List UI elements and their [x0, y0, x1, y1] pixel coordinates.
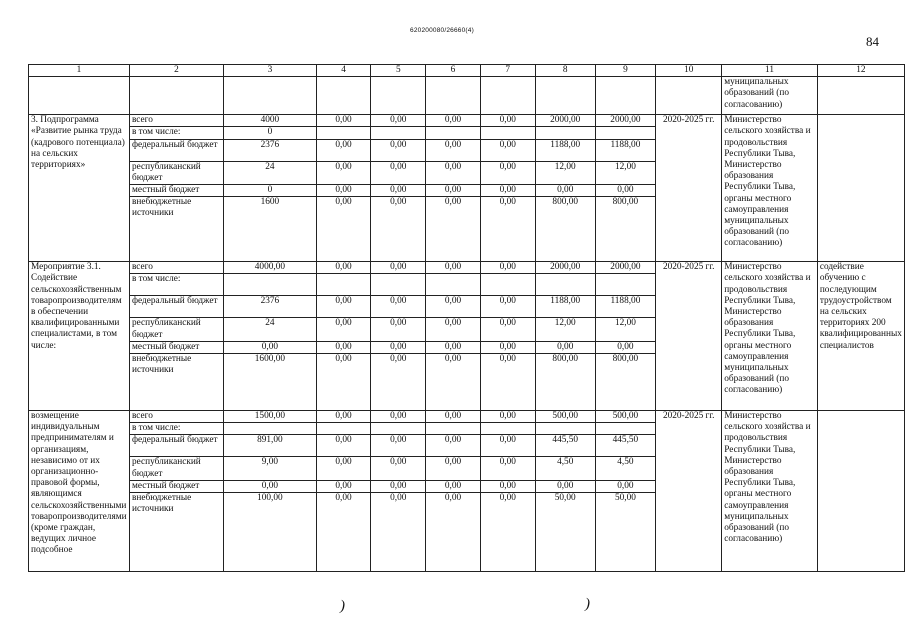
- handwritten-mark: ): [340, 598, 345, 614]
- table-row: [29, 411, 905, 423]
- value-cell: 2376: [223, 139, 316, 161]
- value-cell: 891,00: [223, 435, 316, 457]
- value-cell: 0,00: [316, 341, 370, 353]
- value-cell: [535, 274, 595, 296]
- result-cell: [817, 411, 904, 572]
- value-cell: [426, 127, 480, 139]
- value-cell: 2000,00: [535, 115, 595, 127]
- value-cell: 0: [223, 127, 316, 139]
- value-cell: 0,00: [316, 493, 370, 572]
- value-cell: 4,50: [595, 457, 656, 480]
- source-label-cell: республиканский бюджет: [129, 161, 223, 184]
- value-cell: 0,00: [371, 296, 426, 318]
- value-cell: 0,00: [480, 411, 535, 423]
- value-cell: 0,00: [426, 115, 480, 127]
- result-cell: [817, 115, 904, 262]
- value-cell: [426, 423, 480, 435]
- value-cell: 445,50: [595, 435, 656, 457]
- value-cell: 0,00: [426, 411, 480, 423]
- value-cell: [223, 423, 316, 435]
- source-label-cell: внебюджетные источники: [129, 493, 223, 572]
- value-cell: 1600: [223, 197, 316, 262]
- value-cell: 0,00: [316, 318, 370, 341]
- value-cell: 0,00: [426, 318, 480, 341]
- source-label-cell: республиканский бюджет: [129, 457, 223, 480]
- empty-cell: [223, 77, 316, 115]
- value-cell: 24: [223, 318, 316, 341]
- value-cell: 0,00: [371, 161, 426, 184]
- value-cell: 12,00: [535, 318, 595, 341]
- table-row: [29, 262, 905, 274]
- value-cell: 12,00: [535, 161, 595, 184]
- value-cell: 0,00: [426, 197, 480, 262]
- value-cell: [480, 423, 535, 435]
- value-cell: 0,00: [480, 115, 535, 127]
- value-cell: [316, 423, 370, 435]
- value-cell: [595, 274, 656, 296]
- value-cell: 50,00: [535, 493, 595, 572]
- empty-cell: [316, 77, 370, 115]
- value-cell: 4000: [223, 115, 316, 127]
- value-cell: 0,00: [426, 262, 480, 274]
- value-cell: 1188,00: [535, 139, 595, 161]
- empty-cell: [371, 77, 426, 115]
- value-cell: 4000,00: [223, 262, 316, 274]
- value-cell: [480, 127, 535, 139]
- value-cell: [595, 423, 656, 435]
- source-label-cell: всего: [129, 115, 223, 127]
- value-cell: 0,00: [426, 139, 480, 161]
- source-label-cell: местный бюджет: [129, 341, 223, 353]
- value-cell: 0,00: [316, 185, 370, 197]
- value-cell: 0,00: [316, 411, 370, 423]
- value-cell: 0,00: [371, 139, 426, 161]
- program-name-cell: 3. Подпрограмма «Развитие рынка труда (кадрового потенциала) на сельских территориях»: [29, 115, 130, 262]
- column-header: 1: [29, 65, 130, 77]
- source-label-cell: республиканский бюджет: [129, 318, 223, 341]
- value-cell: 0,00: [371, 262, 426, 274]
- column-header: 4: [316, 65, 370, 77]
- source-label-cell: всего: [129, 262, 223, 274]
- value-cell: 0,00: [371, 354, 426, 411]
- value-cell: 1188,00: [595, 296, 656, 318]
- column-header: 7: [480, 65, 535, 77]
- value-cell: [535, 423, 595, 435]
- value-cell: 9,00: [223, 457, 316, 480]
- column-header: 3: [223, 65, 316, 77]
- program-name-cell: возмещение индивидуальным предпринимателям и организациям, независимо от их организационно-правовой формы, являющимся сельскохозяйственными товаропроизводителями (кроме граждан, ведущих личное подсобное: [29, 411, 130, 572]
- empty-cell: [129, 77, 223, 115]
- value-cell: 2000,00: [595, 262, 656, 274]
- continuation-row: [29, 77, 905, 115]
- empty-cell: [817, 77, 904, 115]
- value-cell: 0,00: [371, 318, 426, 341]
- value-cell: 0,00: [480, 354, 535, 411]
- period-cell: 2020-2025 гг.: [656, 411, 722, 572]
- column-header: 8: [535, 65, 595, 77]
- empty-cell: [595, 77, 656, 115]
- value-cell: 50,00: [595, 493, 656, 572]
- value-cell: 0,00: [316, 262, 370, 274]
- document-id: 620200080/26660(4): [410, 27, 474, 34]
- page-number: 84: [866, 34, 879, 49]
- value-cell: 0,00: [426, 161, 480, 184]
- value-cell: 800,00: [595, 197, 656, 262]
- value-cell: [223, 274, 316, 296]
- value-cell: 100,00: [223, 493, 316, 572]
- source-label-cell: всего: [129, 411, 223, 423]
- value-cell: 0,00: [480, 296, 535, 318]
- column-header: 11: [722, 65, 818, 77]
- empty-cell: [426, 77, 480, 115]
- value-cell: 2000,00: [595, 115, 656, 127]
- value-cell: 0,00: [316, 480, 370, 492]
- value-cell: 1600,00: [223, 354, 316, 411]
- value-cell: 0: [223, 185, 316, 197]
- program-table: [28, 64, 905, 572]
- value-cell: 0,00: [316, 161, 370, 184]
- value-cell: 0,00: [316, 296, 370, 318]
- value-cell: 2000,00: [535, 262, 595, 274]
- value-cell: 0,00: [480, 262, 535, 274]
- value-cell: 0,00: [316, 139, 370, 161]
- value-cell: 0,00: [426, 341, 480, 353]
- value-cell: 0,00: [316, 354, 370, 411]
- period-cell: 2020-2025 гг.: [656, 262, 722, 411]
- value-cell: 0,00: [595, 480, 656, 492]
- source-label-cell: внебюджетные источники: [129, 354, 223, 411]
- value-cell: 0,00: [371, 185, 426, 197]
- value-cell: 2376: [223, 296, 316, 318]
- value-cell: 0,00: [426, 435, 480, 457]
- empty-cell: [480, 77, 535, 115]
- source-label-cell: федеральный бюджет: [129, 435, 223, 457]
- value-cell: [535, 127, 595, 139]
- empty-cell: [535, 77, 595, 115]
- value-cell: 800,00: [535, 354, 595, 411]
- value-cell: 0,00: [535, 341, 595, 353]
- value-cell: 0,00: [371, 435, 426, 457]
- source-label-cell: федеральный бюджет: [129, 139, 223, 161]
- result-cell: содействие обучению с последующим трудоустройством на сельских территориях 200 квалифицированных специалистов: [817, 262, 904, 411]
- source-label-cell: внебюджетные источники: [129, 197, 223, 262]
- value-cell: 0,00: [371, 197, 426, 262]
- empty-cell: [29, 77, 130, 115]
- value-cell: 0,00: [371, 457, 426, 480]
- value-cell: 0,00: [426, 296, 480, 318]
- column-header: 5: [371, 65, 426, 77]
- value-cell: 1188,00: [595, 139, 656, 161]
- value-cell: 24: [223, 161, 316, 184]
- source-label-cell: в том числе:: [129, 423, 223, 435]
- column-header: 10: [656, 65, 722, 77]
- value-cell: 0,00: [316, 435, 370, 457]
- source-label-cell: местный бюджет: [129, 480, 223, 492]
- value-cell: 0,00: [426, 493, 480, 572]
- source-label-cell: федеральный бюджет: [129, 296, 223, 318]
- column-header: 2: [129, 65, 223, 77]
- value-cell: [595, 127, 656, 139]
- value-cell: 0,00: [535, 480, 595, 492]
- value-cell: 0,00: [426, 185, 480, 197]
- value-cell: [316, 274, 370, 296]
- value-cell: 0,00: [595, 341, 656, 353]
- value-cell: 1188,00: [535, 296, 595, 318]
- executor-cell: Министерство сельского хозяйства и продовольствия Республики Тыва, Министерство образования Республики Тыва, органы местного самоуправления муниципальных образований (по согласованию): [722, 262, 818, 411]
- handwritten-mark: ): [585, 596, 590, 612]
- column-numbers-row: [29, 65, 905, 77]
- executor-cell: Министерство сельского хозяйства и продовольствия Республики Тыва, Министерство образования Республики Тыва, органы местного самоуправления муниципальных образований (по согласованию): [722, 115, 818, 262]
- value-cell: 0,00: [480, 318, 535, 341]
- source-label-cell: в том числе:: [129, 127, 223, 139]
- period-cell: 2020-2025 гг.: [656, 115, 722, 262]
- table-row: [29, 115, 905, 127]
- value-cell: 0,00: [426, 457, 480, 480]
- value-cell: 0,00: [223, 480, 316, 492]
- value-cell: 500,00: [595, 411, 656, 423]
- value-cell: 0,00: [426, 480, 480, 492]
- executor-cell: Министерство сельского хозяйства и продовольствия Республики Тыва, Министерство образования Республики Тыва, органы местного самоуправления муниципальных образований (по согласованию): [722, 411, 818, 572]
- program-name-cell: Мероприятие 3.1. Содействие сельскохозяйственным товаропроизводителям в обеспечении квалифицированными специалистами, в том числе:: [29, 262, 130, 411]
- value-cell: 800,00: [595, 354, 656, 411]
- value-cell: 0,00: [371, 115, 426, 127]
- value-cell: 12,00: [595, 318, 656, 341]
- value-cell: 0,00: [371, 411, 426, 423]
- value-cell: [371, 423, 426, 435]
- value-cell: 0,00: [480, 435, 535, 457]
- value-cell: [371, 127, 426, 139]
- column-header: 6: [426, 65, 480, 77]
- value-cell: 0,00: [535, 185, 595, 197]
- value-cell: 0,00: [480, 493, 535, 572]
- value-cell: [316, 127, 370, 139]
- value-cell: 0,00: [480, 185, 535, 197]
- value-cell: 0,00: [316, 115, 370, 127]
- value-cell: 0,00: [223, 341, 316, 353]
- source-label-cell: в том числе:: [129, 274, 223, 296]
- value-cell: 0,00: [480, 161, 535, 184]
- value-cell: 0,00: [316, 457, 370, 480]
- value-cell: 0,00: [480, 341, 535, 353]
- column-header: 12: [817, 65, 904, 77]
- value-cell: 0,00: [426, 354, 480, 411]
- value-cell: 0,00: [480, 480, 535, 492]
- value-cell: 445,50: [535, 435, 595, 457]
- empty-cell: [656, 77, 722, 115]
- value-cell: 0,00: [480, 139, 535, 161]
- value-cell: 0,00: [371, 341, 426, 353]
- value-cell: 1500,00: [223, 411, 316, 423]
- value-cell: 0,00: [480, 457, 535, 480]
- value-cell: 0,00: [371, 480, 426, 492]
- executor-cell: муниципальных образований (по согласованию): [722, 77, 818, 115]
- value-cell: 4,50: [535, 457, 595, 480]
- value-cell: 500,00: [535, 411, 595, 423]
- value-cell: 12,00: [595, 161, 656, 184]
- value-cell: 0,00: [316, 197, 370, 262]
- value-cell: [426, 274, 480, 296]
- source-label-cell: местный бюджет: [129, 185, 223, 197]
- value-cell: [480, 274, 535, 296]
- value-cell: 800,00: [535, 197, 595, 262]
- value-cell: 0,00: [371, 493, 426, 572]
- value-cell: 0,00: [480, 197, 535, 262]
- column-header: 9: [595, 65, 656, 77]
- value-cell: [371, 274, 426, 296]
- value-cell: 0,00: [595, 185, 656, 197]
